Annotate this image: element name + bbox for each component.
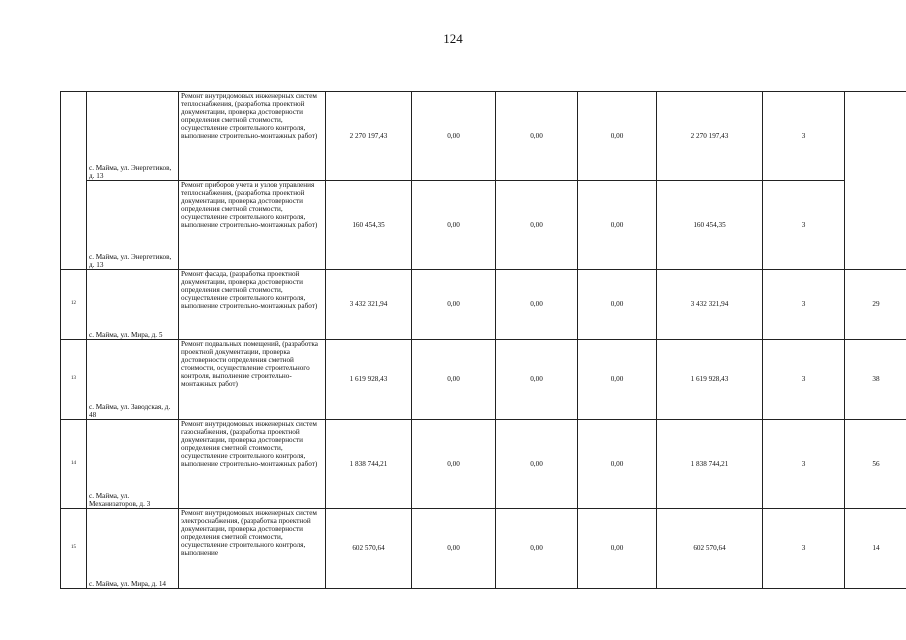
total-cost-cell: 1 619 928,43 bbox=[326, 340, 412, 420]
table-row bbox=[61, 270, 906, 340]
table-row bbox=[61, 181, 906, 270]
owner-funds-cell: 160 454,35 bbox=[657, 181, 763, 270]
value-cell: 0,00 bbox=[496, 270, 578, 340]
value-cell: 0,00 bbox=[578, 340, 657, 420]
value-cell: 0,00 bbox=[496, 181, 578, 270]
work-description-cell: Ремонт внутридомовых инженерных систем газоснабжения, (разработка проектной документации, проверка достоверности определения сметной стоимости, осуществление строительного контроля, выполнение строительно-монтажных работ) bbox=[179, 420, 326, 509]
value-cell: 0,00 bbox=[412, 340, 496, 420]
work-description-cell: Ремонт приборов учета и узлов управления теплоснабжения, (разработка проектной документации, проверка достоверности определения сметной стоимости, осуществление строительного контроля, выполнение строительно-монтажных работ) bbox=[179, 181, 326, 270]
total-cost-cell: 1 838 744,21 bbox=[326, 420, 412, 509]
address-cell: с. Майма, ул. Энергетиков, д. 13 bbox=[87, 92, 179, 181]
value-cell: 0,00 bbox=[412, 181, 496, 270]
table-row bbox=[61, 420, 906, 509]
owner-funds-cell: 2 270 197,43 bbox=[657, 92, 763, 181]
value-cell: 0,00 bbox=[578, 509, 657, 589]
row-number-cell: 12 bbox=[61, 270, 87, 340]
work-description-cell: Ремонт подвальных помещений, (разработка проектной документации, проверка достоверности определения сметной стоимости, осуществление строительного контроля, выполнение строительно-монтажных работ) bbox=[179, 340, 326, 420]
total-cost-cell: 160 454,35 bbox=[326, 181, 412, 270]
value-cell: 0,00 bbox=[496, 420, 578, 509]
owner-funds-cell: 3 432 321,94 bbox=[657, 270, 763, 340]
col9-cell: 3 bbox=[763, 270, 845, 340]
col10-cell: 56 bbox=[845, 420, 906, 509]
col9-cell: 3 bbox=[763, 92, 845, 181]
address-cell: с. Майма, ул. Механизаторов, д. 3 bbox=[87, 420, 179, 509]
table-row bbox=[61, 509, 906, 589]
owner-funds-cell: 1 619 928,43 bbox=[657, 340, 763, 420]
col10-cell bbox=[845, 92, 906, 270]
work-description-cell: Ремонт фасада, (разработка проектной документации, проверка достоверности определения сметной стоимости, осуществление строительного контроля, выполнение строительно-монтажных работ) bbox=[179, 270, 326, 340]
works-table bbox=[60, 91, 906, 589]
value-cell: 0,00 bbox=[578, 420, 657, 509]
row-number-cell bbox=[61, 181, 87, 270]
value-cell: 0,00 bbox=[578, 92, 657, 181]
col10-cell: 14 bbox=[845, 509, 906, 589]
row-number-cell: 15 bbox=[61, 509, 87, 589]
value-cell: 0,00 bbox=[496, 92, 578, 181]
value-cell: 0,00 bbox=[412, 270, 496, 340]
col9-cell: 3 bbox=[763, 509, 845, 589]
total-cost-cell: 2 270 197,43 bbox=[326, 92, 412, 181]
value-cell: 0,00 bbox=[578, 270, 657, 340]
value-cell: 0,00 bbox=[412, 509, 496, 589]
row-number-cell: 14 bbox=[61, 420, 87, 509]
work-description-cell: Ремонт внутридомовых инженерных систем электроснабжения, (разработка проектной документации, проверка достоверности определения сметной стоимости, осуществление строительного контроля, выполнение bbox=[179, 509, 326, 589]
owner-funds-cell: 602 570,64 bbox=[657, 509, 763, 589]
address-cell: с. Майма, ул. Энергетиков, д. 13 bbox=[87, 181, 179, 270]
page-number: 124 bbox=[443, 31, 463, 46]
owner-funds-cell: 1 838 744,21 bbox=[657, 420, 763, 509]
col10-cell: 38 bbox=[845, 340, 906, 420]
table-row bbox=[61, 340, 906, 420]
col10-cell: 29 bbox=[845, 270, 906, 340]
col9-cell: 3 bbox=[763, 340, 845, 420]
col9-cell: 3 bbox=[763, 420, 845, 509]
value-cell: 0,00 bbox=[496, 340, 578, 420]
row-number-cell: 13 bbox=[61, 340, 87, 420]
col9-cell: 3 bbox=[763, 181, 845, 270]
table-row bbox=[61, 92, 906, 181]
address-cell: с. Майма, ул. Мира, д. 5 bbox=[87, 270, 179, 340]
address-cell: с. Майма, ул. Заводская, д. 48 bbox=[87, 340, 179, 420]
total-cost-cell: 3 432 321,94 bbox=[326, 270, 412, 340]
address-cell: с. Майма, ул. Мира, д. 14 bbox=[87, 509, 179, 589]
total-cost-cell: 602 570,64 bbox=[326, 509, 412, 589]
value-cell: 0,00 bbox=[412, 92, 496, 181]
value-cell: 0,00 bbox=[496, 509, 578, 589]
work-description-cell: Ремонт внутридомовых инженерных систем теплоснабжения, (разработка проектной документации, проверка достоверности определения сметной стоимости, осуществление строительного контроля, выполнение строительно-монтажных работ) bbox=[179, 92, 326, 181]
value-cell: 0,00 bbox=[578, 181, 657, 270]
row-number-cell bbox=[61, 92, 87, 181]
value-cell: 0,00 bbox=[412, 420, 496, 509]
